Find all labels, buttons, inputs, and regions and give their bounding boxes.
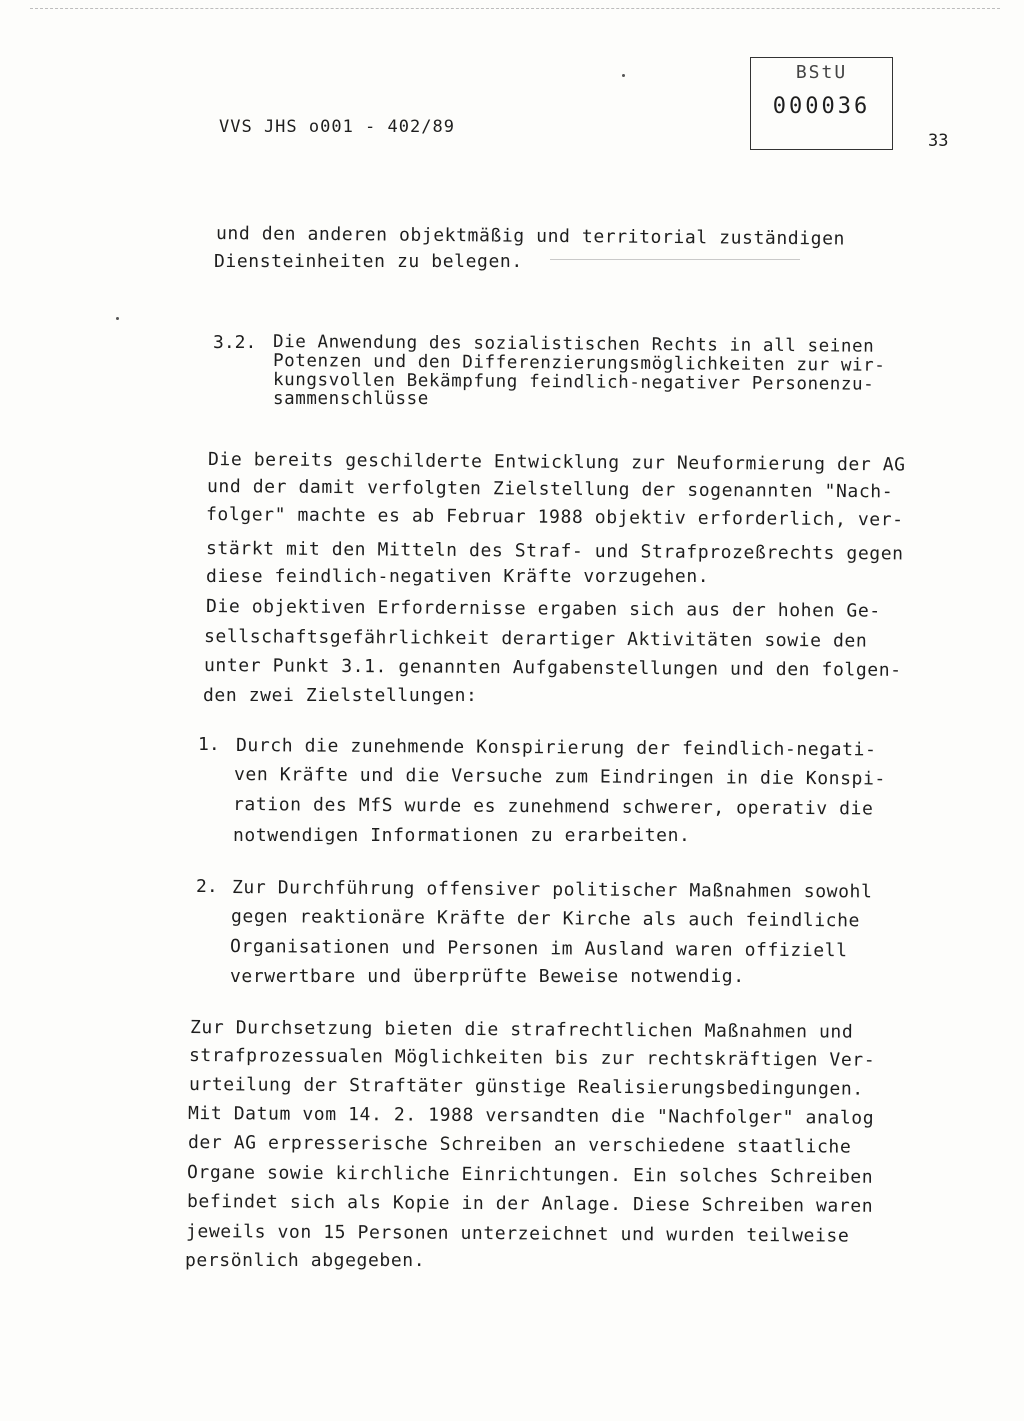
stamp-agency: BStU	[795, 62, 848, 83]
paragraph-line: Zur Durchsetzung bieten die strafrechtlichen Maßnahmen und	[189, 1017, 854, 1043]
section-title-line: Potenzen und den Differenzierungsmöglichkeiten zur wir-	[272, 351, 886, 376]
paper-speck	[116, 317, 119, 320]
paragraph-line: Die objektiven Erfordernisse ergaben sich aus der hohen Ge-	[205, 596, 881, 622]
paragraph-line: persönlich abgegeben.	[185, 1250, 426, 1271]
archive-stamp	[750, 57, 893, 150]
list-item-line: gegen reaktionäre Kräfte der Kirche als auch feindliche	[230, 906, 861, 932]
section-number: 3.2.	[213, 332, 257, 353]
list-item-line: Durch die zunehmende Konspirierung der feindlich-negati-	[235, 735, 877, 761]
list-item-number: 1.	[198, 734, 220, 755]
list-item-line: ven Kräfte und die Versuche zum Eindringen in die Konspi-	[233, 764, 886, 790]
paragraph-line: den zwei Zielstellungen:	[203, 685, 478, 706]
paragraph-line: befindet sich als Kopie in der Anlage. Diese Schreiben waren	[186, 1191, 874, 1217]
list-item-number: 2.	[196, 876, 218, 897]
paragraph-line: sellschaftsgefährlichkeit derartiger Aktivitäten sowie den	[203, 626, 868, 652]
paragraph-line: und der damit verfolgten Zielstellung der sogenannten "Nach-	[206, 476, 894, 503]
intro-line: Diensteinheiten zu belegen.	[214, 251, 523, 272]
paper-speck	[622, 74, 625, 77]
stamp-number: 000036	[772, 94, 871, 119]
list-item-line: notwendigen Informationen zu erarbeiten.	[233, 825, 691, 846]
document-reference: VVS JHS o001 - 402/89	[219, 117, 455, 137]
section-title-line: kungsvollen Bekämpfung feindlich-negativer Personenzu-	[272, 370, 875, 395]
intro-line: und den anderen objektmäßig und territorial zuständigen	[215, 223, 846, 250]
top-edge-line	[30, 8, 1000, 9]
section-title-line: sammenschlüsse	[273, 389, 429, 409]
paragraph-line: folger" machte es ab Februar 1988 objektiv erforderlich, ver-	[205, 504, 904, 531]
paragraph-line: diese feindlich-negativen Kräfte vorzugehen.	[206, 566, 710, 587]
paragraph-line: jeweils von 15 Personen unterzeichnet und wurden teilweise	[185, 1221, 850, 1247]
list-item-line: Zur Durchführung offensiver politischer Maßnahmen sowohl	[231, 877, 873, 903]
page-number: 33	[928, 131, 949, 151]
paragraph-line: urteilung der Straftäter günstige Realisierungsbedingungen.	[188, 1074, 864, 1100]
list-item-line: ration des MfS wurde es zunehmend schwerer, operativ die	[232, 794, 874, 820]
paragraph-line: stärkt mit den Mitteln des Straf- und Strafprozeßrechts gegen	[205, 538, 904, 565]
underline-mark	[550, 259, 800, 260]
paragraph-line: Die bereits geschilderte Entwicklung zur Neuformierung der AG	[207, 449, 906, 476]
list-item-line: Organisationen und Personen im Ausland waren offiziell	[229, 936, 848, 962]
list-item-line: verwertbare und überprüfte Beweise notwendig.	[230, 966, 745, 987]
paragraph-line: Mit Datum vom 14. 2. 1988 versandten die "Nachfolger" analog	[187, 1103, 875, 1129]
paragraph-line: strafprozessualen Möglichkeiten bis zur rechtskräftigen Ver-	[188, 1045, 876, 1071]
paragraph-line: Organe sowie kirchliche Einrichtungen. Ein solches Schreiben	[186, 1162, 874, 1188]
paragraph-line: der AG erpresserische Schreiben an verschiedene staatliche	[187, 1132, 852, 1158]
paragraph-line: unter Punkt 3.1. genannten Aufgabenstellungen und den folgen-	[203, 655, 902, 681]
section-title-line: Die Anwendung des sozialistischen Rechts in all seinen	[272, 332, 875, 357]
